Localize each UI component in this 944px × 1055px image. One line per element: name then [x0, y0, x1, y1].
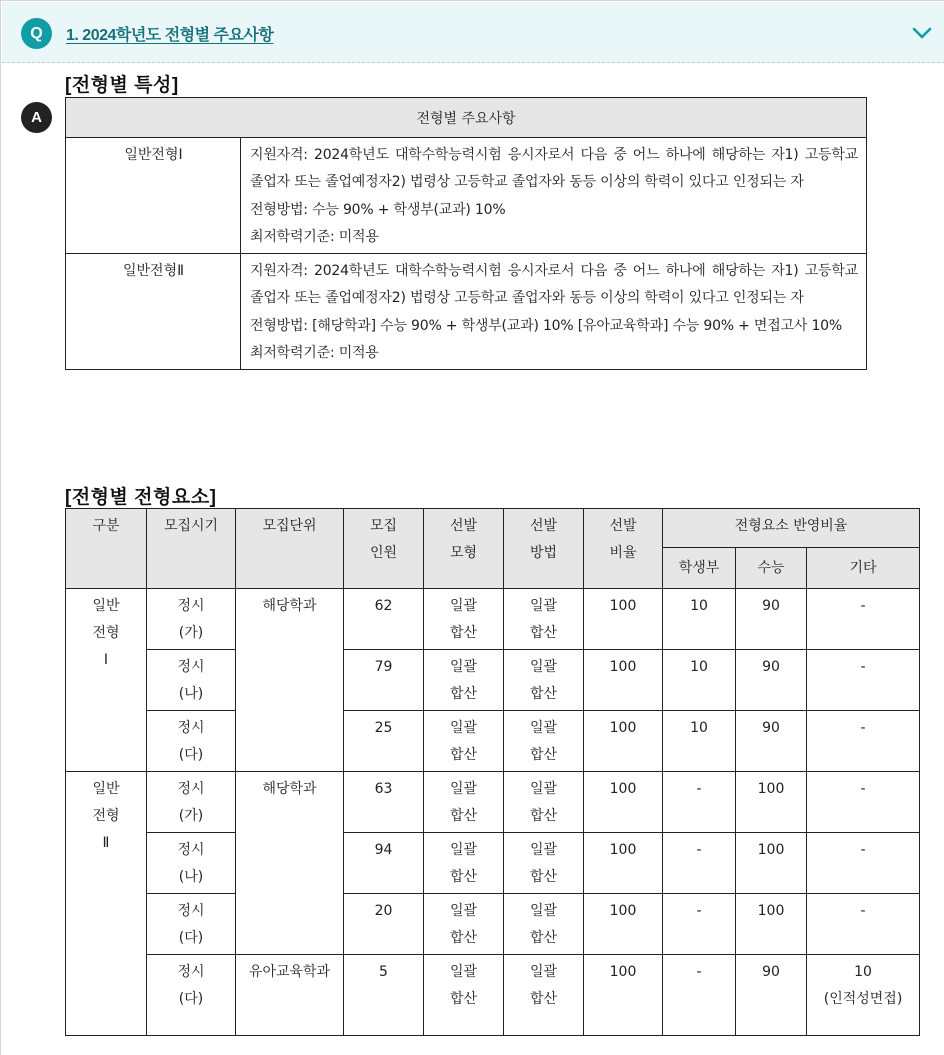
section-title-elements: [전형별 전형요소] [65, 487, 217, 508]
unit-cell: 해당학과 [236, 772, 344, 955]
other-cell: - [807, 894, 920, 955]
question-header[interactable] [2, 2, 944, 63]
unit-cell: 유아교육학과 [236, 955, 344, 1036]
method-cell: 일괄 합산 [504, 955, 584, 1036]
record-cell: 10 [663, 650, 736, 711]
other-cell: 10 (인적성면접) [807, 955, 920, 1036]
quota-cell: 25 [344, 711, 424, 772]
eligibility-text: 지원자격: 2024학년도 대학수학능력시험 응시자로서 다음 중 어느 하나에 해당하는 자1) 고등학교 졸업자 또는 졸업예정자2) 법령상 고등학교 졸업자와 동등 이상의 학력이 있다고 인정되는 자 [250, 263, 858, 307]
question-badge: Q [21, 18, 52, 49]
method-cell: 일괄 합산 [504, 589, 584, 650]
model-cell: 일괄 합산 [424, 955, 504, 1036]
model-cell: 일괄 합산 [424, 589, 504, 650]
ratio-cell: 100 [584, 772, 663, 833]
csat-cell: 100 [736, 772, 807, 833]
header-model: 선발 모형 [424, 509, 504, 589]
csat-cell: 90 [736, 589, 807, 650]
header-period: 모집시기 [147, 509, 236, 589]
period-cell: 정시 (나) [147, 650, 236, 711]
table-row [66, 772, 920, 833]
csat-cell: 100 [736, 833, 807, 894]
other-cell: - [807, 833, 920, 894]
model-cell: 일괄 합산 [424, 711, 504, 772]
section-title-characteristics: [전형별 특성] [65, 75, 179, 96]
header-quota: 모집 인원 [344, 509, 424, 589]
quota-cell: 5 [344, 955, 424, 1036]
ratio-cell: 100 [584, 833, 663, 894]
other-cell: - [807, 772, 920, 833]
chevron-down-icon[interactable] [910, 24, 934, 42]
quota-cell: 94 [344, 833, 424, 894]
row-label: 일반전형Ⅱ [66, 254, 241, 370]
ratio-cell: 100 [584, 894, 663, 955]
characteristics-table [65, 97, 867, 370]
header-csat: 수능 [736, 548, 807, 589]
category-cell: 일반 전형 Ⅱ [66, 772, 147, 1036]
eligibility-text: 지원자격: 2024학년도 대학수학능력시험 응시자로서 다음 중 어느 하나에 해당하는 자1) 고등학교 졸업자 또는 졸업예정자2) 법령상 고등학교 졸업자와 동등 이상의 학력이 있다고 인정되는 자 [250, 147, 858, 191]
table-header: 전형별 주요사항 [66, 98, 867, 138]
row-content [241, 138, 867, 254]
record-cell: - [663, 894, 736, 955]
model-cell: 일괄 합산 [424, 833, 504, 894]
header-category: 구분 [66, 509, 147, 589]
period-cell: 정시 (가) [147, 589, 236, 650]
category-cell: 일반 전형 Ⅰ [66, 589, 147, 772]
record-cell: - [663, 955, 736, 1036]
ratio-cell: 100 [584, 955, 663, 1036]
minimum-standard-text: 최저학력기준: 미적용 [250, 345, 379, 362]
csat-cell: 90 [736, 650, 807, 711]
row-content [241, 254, 867, 370]
header-method: 선발 방법 [504, 509, 584, 589]
header-unit: 모집단위 [236, 509, 344, 589]
quota-cell: 63 [344, 772, 424, 833]
quota-cell: 79 [344, 650, 424, 711]
ratio-cell: 100 [584, 711, 663, 772]
ratio-cell: 100 [584, 650, 663, 711]
record-cell: 10 [663, 589, 736, 650]
header-elements: 전형요소 반영비율 [663, 509, 920, 548]
table-row [66, 955, 920, 1036]
csat-cell: 100 [736, 894, 807, 955]
period-cell: 정시 (다) [147, 711, 236, 772]
header-record: 학생부 [663, 548, 736, 589]
model-cell: 일괄 합산 [424, 772, 504, 833]
quota-cell: 20 [344, 894, 424, 955]
quota-cell: 62 [344, 589, 424, 650]
table-row [66, 254, 867, 370]
method-text: 전형방법: 수능 90% + 학생부(교과) 10% [250, 201, 506, 218]
other-cell: - [807, 650, 920, 711]
method-text: 전형방법: [해당학과] 수능 90% + 학생부(교과) 10% [유아교육학과] 수능 90% + 면접고사 10% [250, 317, 842, 334]
unit-cell: 해당학과 [236, 589, 344, 772]
table-row [66, 711, 920, 772]
ratio-cell: 100 [584, 589, 663, 650]
period-cell: 정시 (가) [147, 772, 236, 833]
minimum-standard-text: 최저학력기준: 미적용 [250, 228, 379, 245]
period-cell: 정시 (다) [147, 955, 236, 1036]
header-other: 기타 [807, 548, 920, 589]
row-label: 일반전형Ⅰ [66, 138, 241, 254]
csat-cell: 90 [736, 711, 807, 772]
table-row [66, 833, 920, 894]
answer-badge: A [21, 102, 52, 133]
period-cell: 정시 (나) [147, 833, 236, 894]
model-cell: 일괄 합산 [424, 650, 504, 711]
period-cell: 정시 (다) [147, 894, 236, 955]
table-row [66, 650, 920, 711]
method-cell: 일괄 합산 [504, 650, 584, 711]
record-cell: 10 [663, 711, 736, 772]
other-cell: - [807, 711, 920, 772]
header-ratio: 선발 비율 [584, 509, 663, 589]
record-cell: - [663, 772, 736, 833]
table-row [66, 138, 867, 254]
question-title-link[interactable]: 1. 2024학년도 전형별 주요사항 [66, 27, 274, 44]
method-cell: 일괄 합산 [504, 833, 584, 894]
other-cell: - [807, 589, 920, 650]
model-cell: 일괄 합산 [424, 894, 504, 955]
method-cell: 일괄 합산 [504, 772, 584, 833]
method-cell: 일괄 합산 [504, 894, 584, 955]
table-row [66, 589, 920, 650]
table-row [66, 894, 920, 955]
elements-table [65, 508, 920, 1036]
csat-cell: 90 [736, 955, 807, 1036]
method-cell: 일괄 합산 [504, 711, 584, 772]
record-cell: - [663, 833, 736, 894]
